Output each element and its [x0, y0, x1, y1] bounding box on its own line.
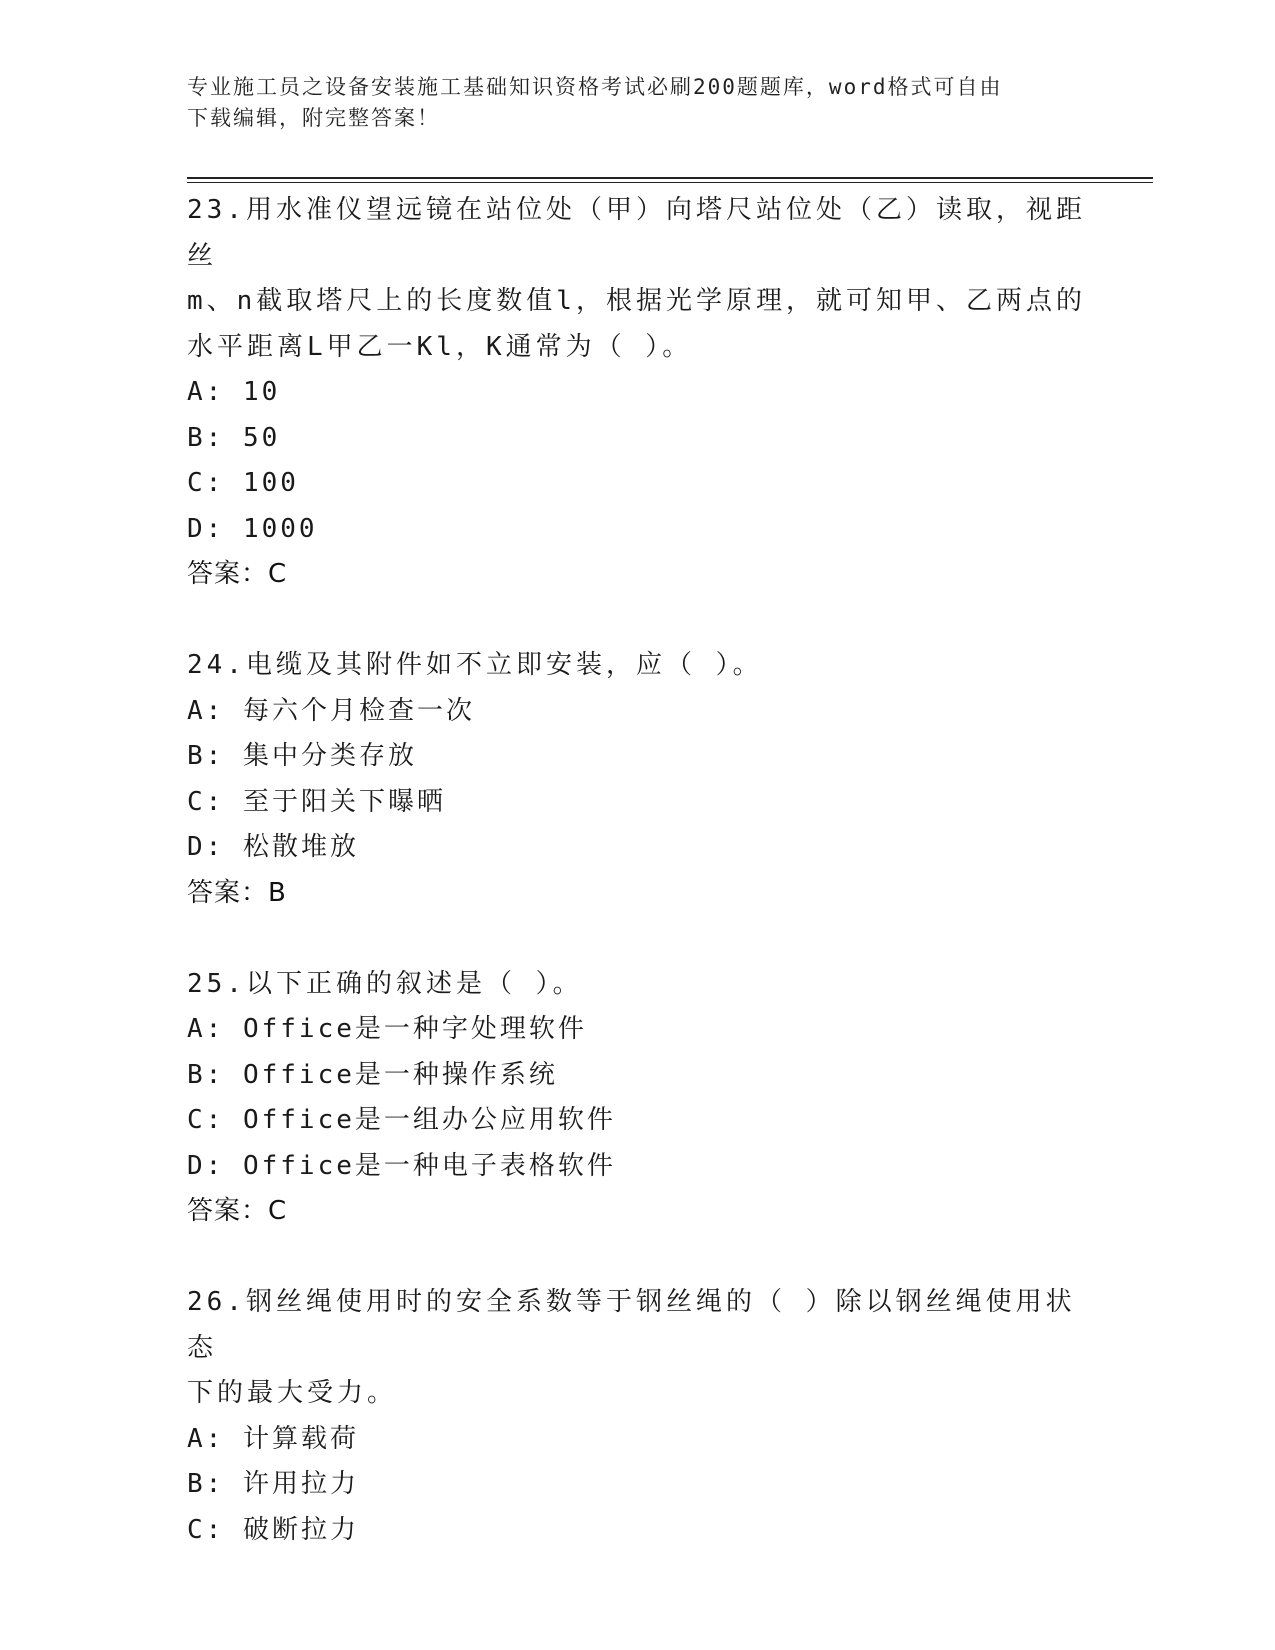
question-spacer [187, 916, 1087, 962]
option-a: A: Office是一种字处理软件 [187, 1014, 587, 1044]
option-a: A: 每六个月检查一次 [187, 695, 475, 726]
option-d: D: 松散堆放 [187, 832, 359, 862]
option-a: A: 计算载荷 [187, 1423, 359, 1454]
question-stem-line: 水平距离L甲乙一Kl，K通常为（ ）。 [187, 331, 693, 362]
option-b: B: 集中分类存放 [187, 741, 417, 771]
question-stem-line: 26.钢丝绳使用时的安全系数等于钢丝绳的（ ）除以钢丝绳使用状态 [187, 1287, 1076, 1363]
option-c: C: 破断拉力 [187, 1514, 359, 1545]
option-b: B: 许用拉力 [187, 1469, 359, 1499]
header-line-1: 专业施工员之设备安装施工基础知识资格考试必刷200题题库，word格式可自由 [187, 75, 1003, 99]
question-spacer [187, 598, 1087, 644]
question-stem-line: 24.电缆及其附件如不立即安装，应（ ）。 [187, 650, 763, 680]
question-23 [187, 188, 1087, 598]
page-header [187, 72, 1087, 134]
answer-line: 答案：C [187, 1196, 288, 1226]
option-b: B: 50 [187, 422, 281, 453]
header-divider-thick [187, 177, 1153, 179]
header-line-2: 下载编辑，附完整答案！ [187, 106, 440, 130]
question-list [187, 188, 1087, 1553]
question-stem-line: 下的最大受力。 [187, 1378, 398, 1408]
question-25 [187, 962, 1087, 1235]
option-c: C: 100 [187, 468, 299, 498]
answer-line: 答案：C [187, 559, 288, 589]
answer-line: 答案：B [187, 877, 287, 908]
question-stem-line: 23.用水准仪望远镜在站位处（甲）向塔尺站位处（乙）读取，视距丝 [187, 195, 1086, 271]
option-d: D: Office是一种电子表格软件 [187, 1150, 616, 1181]
question-stem-line: 25.以下正确的叙述是（ ）。 [187, 968, 583, 999]
question-stem-line: m、n截取塔尺上的长度数值l，根据光学原理，就可知甲、乙两点的 [187, 286, 1086, 316]
question-26 [187, 1280, 1087, 1553]
option-c: C: Office是一组办公应用软件 [187, 1105, 616, 1135]
option-d: D: 1000 [187, 513, 318, 544]
option-c: C: 至于阳关下曝晒 [187, 786, 446, 817]
header-divider-thin [187, 182, 1153, 183]
option-a: A: 10 [187, 377, 281, 407]
option-b: B: Office是一种操作系统 [187, 1059, 558, 1090]
question-spacer [187, 1235, 1087, 1281]
question-24 [187, 643, 1087, 916]
